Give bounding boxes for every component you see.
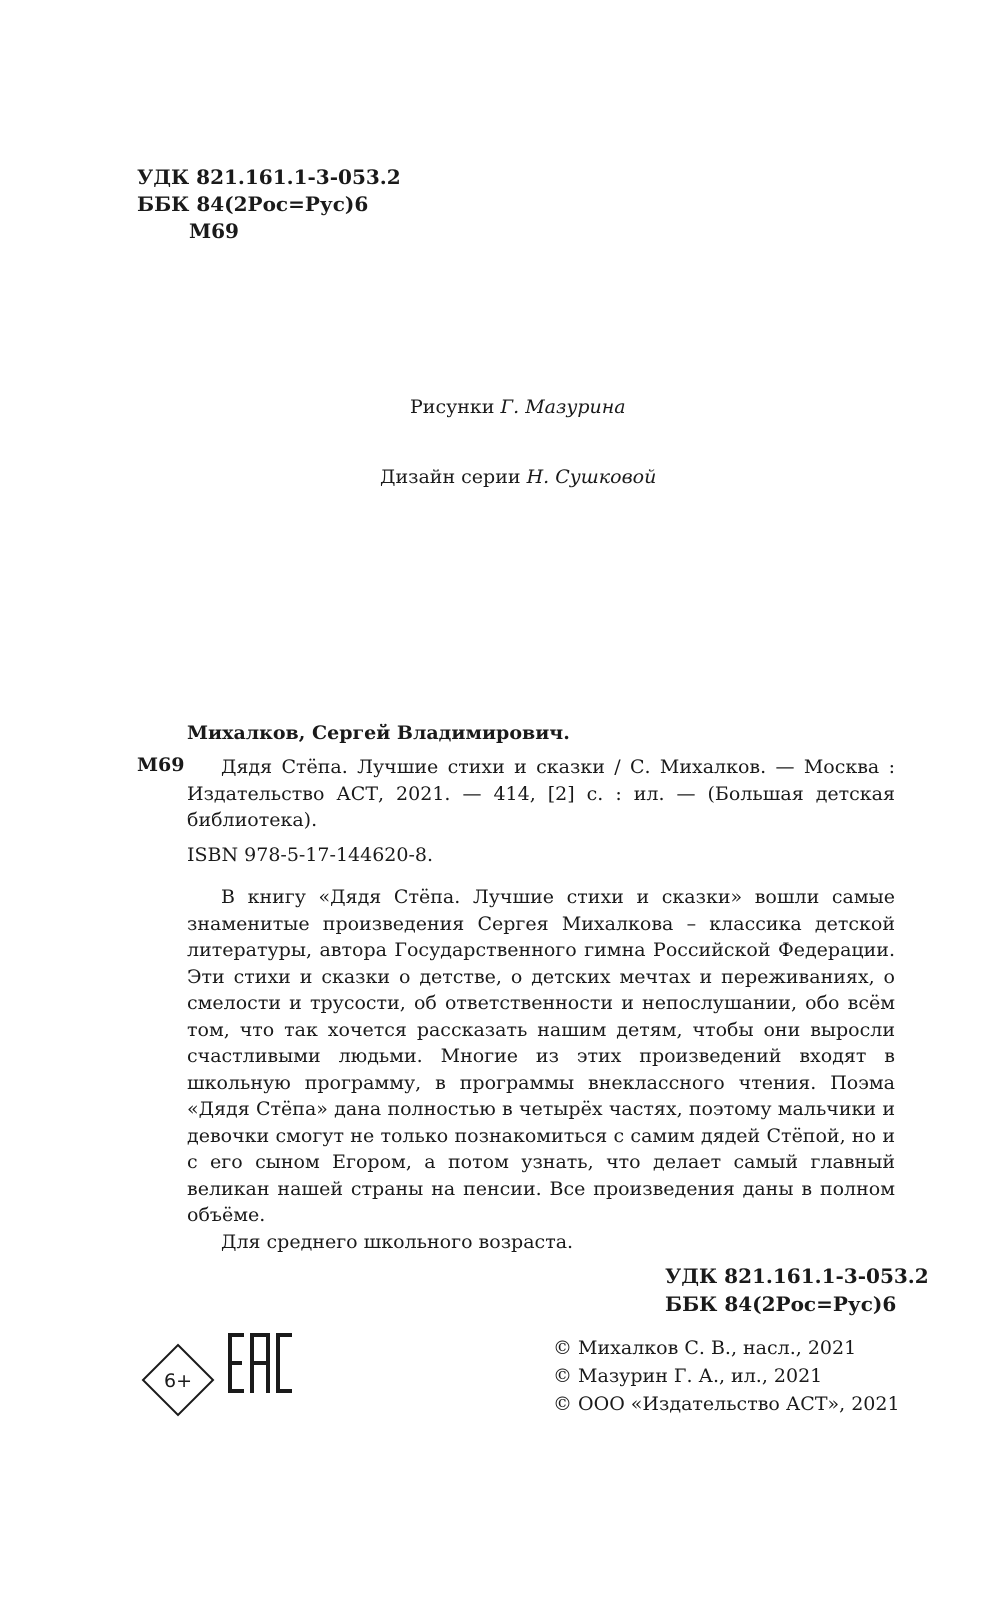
footer-bbk-code: ББК 84(2Рос=Рус)6	[665, 1292, 897, 1316]
illustrations-credit	[410, 396, 626, 418]
designer-name: Н. Сушковой	[526, 466, 657, 488]
author-mark: М69	[189, 219, 239, 243]
age-group: Для среднего школьного возраста.	[221, 1230, 574, 1253]
bibliography-author-mark: М69	[137, 754, 185, 776]
eac-certification-icon	[228, 1331, 292, 1395]
illustrations-label: Рисунки	[410, 396, 495, 418]
bbk-code: ББК 84(2Рос=Рус)6	[137, 192, 369, 216]
age-rating-label: 6+	[163, 1370, 193, 1392]
footer-codes	[665, 1262, 929, 1318]
design-label: Дизайн серии	[380, 466, 521, 488]
copyright-line: © Мазурин Г. А., ил., 2021	[553, 1365, 823, 1387]
copyright-line: © ООО «Издательство АСТ», 2021	[553, 1393, 900, 1415]
abstract: В книгу «Дядя Стёпа. Лучшие стихи и сказки» вошли самые знаменитые произведения Сергея Михалкова – классика детской литературы, автора Государственного гимна Российской Федерации. Эти стихи и сказки о детстве, о детских мечтах и переживаниях, о смелости и трусости, об ответственности и непослушании, обо всём том, что так хочется рассказать нашим детям, чтобы они выросли счастливыми людьми. Многие из этих произведений входят в школьную программу, в программы внеклассного чтения. Поэма «Дядя Стёпа» дана полностью в четырёх частях, поэтому мальчики и девочки смогут не только познакомиться с самим дядей Стёпой, но и с его сыном Егором, а потом узнать, что делает самый главный великан нашей страны на пенсии. Все произведения даны в полном объёме.	[187, 886, 895, 1226]
footer-udk-code: УДК 821.161.1-3-053.2	[665, 1264, 929, 1288]
design-credit	[380, 466, 656, 488]
copyrights	[553, 1334, 900, 1418]
author-heading: Михалков, Сергей Владимирович.	[187, 722, 570, 744]
isbn: ISBN 978-5-17-144620-8.	[187, 843, 434, 866]
udk-code: УДК 821.161.1-3-053.2	[137, 165, 401, 189]
header-codes	[137, 164, 401, 245]
copyright-line: © Михалков С. В., насл., 2021	[553, 1337, 857, 1359]
age-rating-badge	[140, 1342, 216, 1418]
bibliographic-record	[187, 754, 895, 1255]
illustrator-name: Г. Мазурина	[500, 396, 626, 418]
bibliographic-entry: Дядя Стёпа. Лучшие стихи и сказки / С. Михалков. — Москва : Издательство АСТ, 2021. — 414, [2] с. : ил. — (Большая детская библиотека).	[187, 756, 895, 831]
